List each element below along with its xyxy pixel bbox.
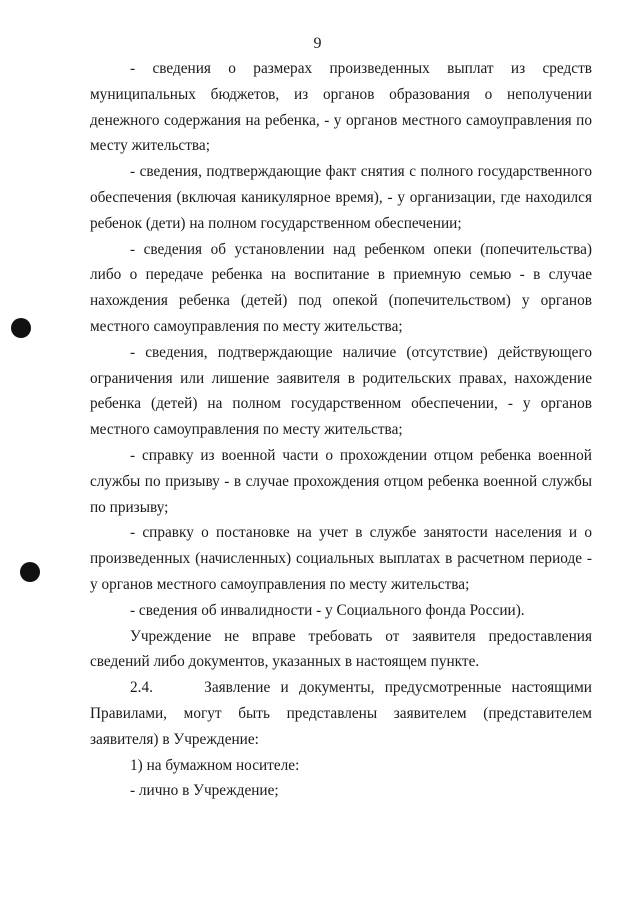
punch-hole-bottom (20, 562, 40, 582)
document-body (90, 56, 596, 804)
paragraph-employment-service: - справку о постановке на учет в службе занятости населения и о произведенных (начисленных) социальных выплатах в расчетном периоде - у органов местного самоуправления по месту жительства; (90, 524, 592, 593)
paragraph-in-person: - лично в Учреждение; (130, 782, 279, 800)
paragraph-section-2-4: 2.4. Заявление и документы, предусмотренные настоящими Правилами, могут быть представлены заявителем (представителем заявителя) в Учреждение: (90, 679, 596, 748)
paragraph-disability: - сведения об инвалидности - у Социального фонда России). (130, 601, 525, 619)
paragraph-guardianship: - сведения об установлении над ребенком опеки (попечительства) либо о передаче ребенка на воспитание в приемную семью - в случае нахождения ребенка (детей) под опекой (попечительством) у органов местного самоуправления по месту жительства; (90, 240, 592, 335)
paragraph-municipal-payments: - сведения о размерах произведенных выплат из средств муниципальных бюджетов, из органов образования о неполучении денежного содержания на ребенка, - у органов местного самоуправления по месту жительства; (90, 60, 592, 155)
paragraph-military-service: - справку из военной части о прохождении отцом ребенка военной службы по призыву - в случае прохождения отцом ребенка военной службы по призыву; (90, 446, 592, 516)
paragraph-institution-restriction: Учреждение не вправе требовать от заявителя предоставления сведений либо документов, указанных в настоящем пункте. (90, 627, 592, 671)
page-number: 9 (313, 35, 322, 52)
paragraph-paper-medium: 1) на бумажном носителе: (130, 756, 300, 774)
paragraph-parental-rights: - сведения, подтверждающие наличие (отсутствие) действующего ограничения или лишение заявителя в родительских правах, нахождение ребенка (детей) на полном государственном обеспечении, - у органов местного самоуправления по месту жительства; (90, 343, 592, 439)
paragraph-state-support-removal: - сведения, подтверждающие факт снятия с полного государственного обеспечения (включая каникулярное время), - у организации, где находился ребенок (дети) на полном государственном обеспечении; (90, 163, 592, 232)
punch-hole-top (11, 318, 31, 338)
